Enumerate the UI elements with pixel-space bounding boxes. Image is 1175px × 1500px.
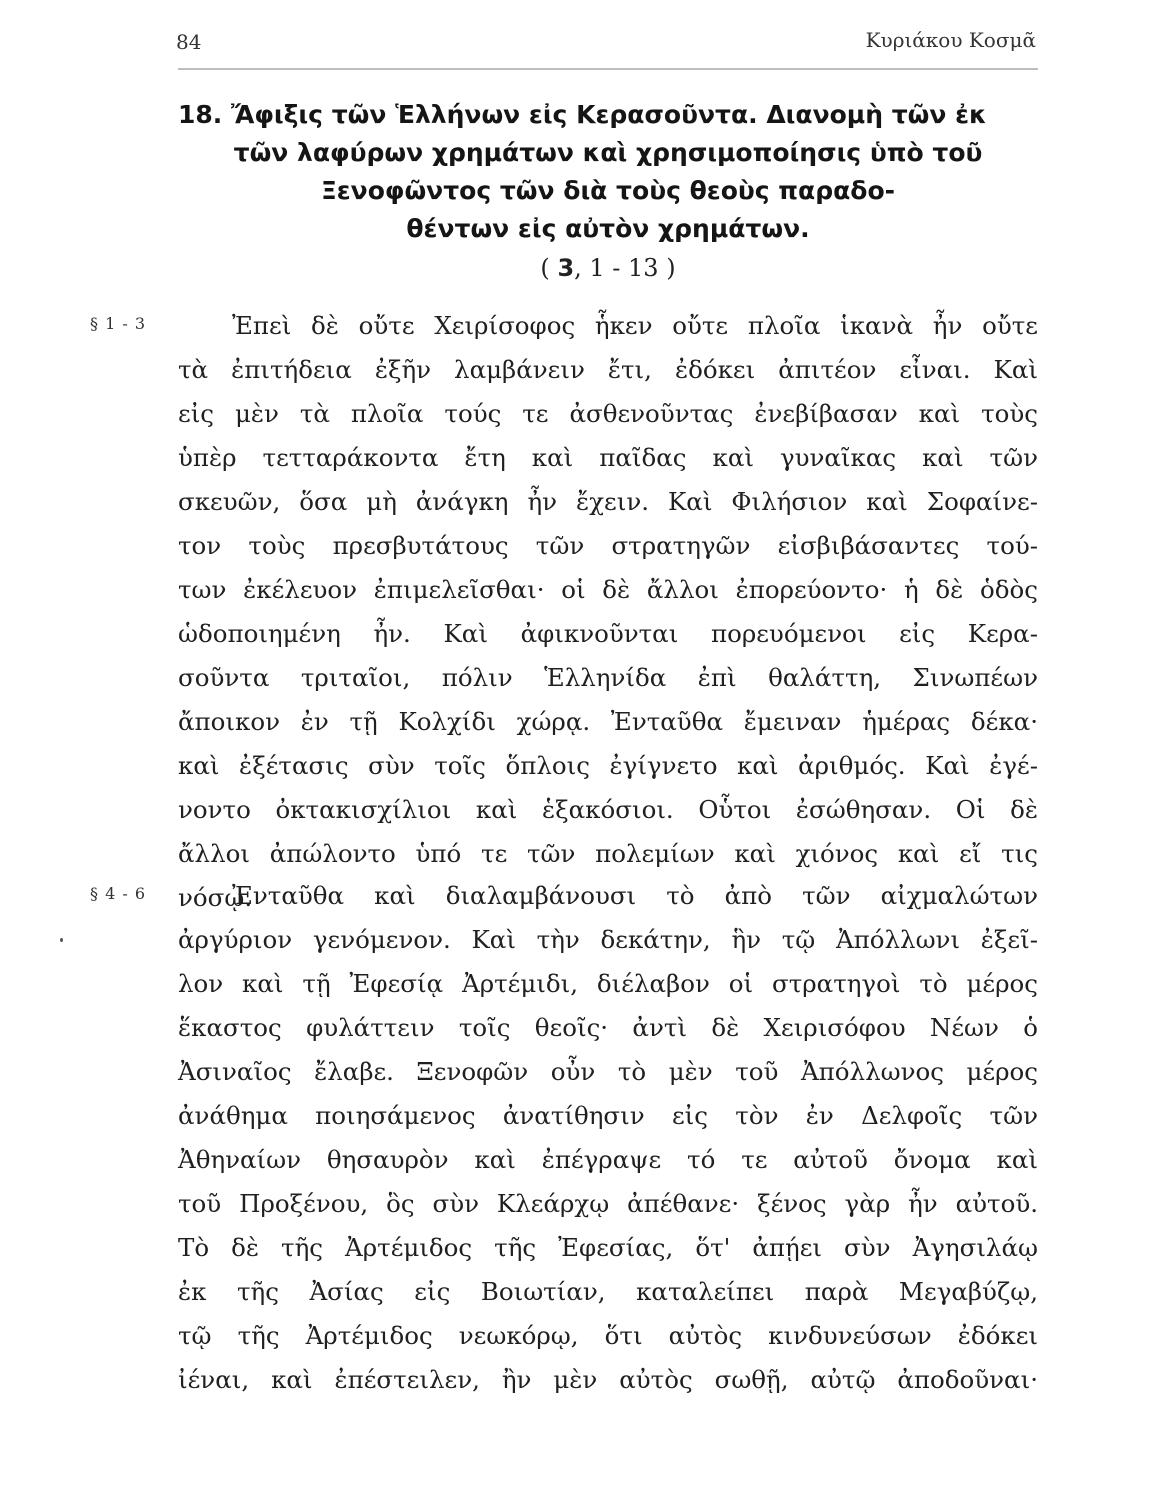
text-line: ὡδοποιημένη ἦν. Καὶ ἀφικνοῦνται πορευόμενοι εἰς Κερα-	[178, 619, 1038, 648]
chapter-heading-line: τῶν λαφύρων χρημάτων καὶ χρησιμοποίησις ὑπὸ τοῦ	[233, 138, 983, 167]
text-line: Ἀσιναῖος ἔλαβε. Ξενοφῶν οὖν τὸ μὲν τοῦ Ἀπόλλωνος μέρος	[178, 1057, 1038, 1086]
running-head	[176, 22, 1036, 62]
page-number: 84	[176, 30, 202, 54]
text-line: Ἐπεὶ δὲ οὔτε Χειρίσοφος ἧκεν οὔτε πλοῖα ἱκανὰ ἦν οὔτε	[232, 311, 1038, 340]
text-line: νοντο ὀκτακισχίλιοι καὶ ἑξακόσιοι. Οὗτοι ἐσώθησαν. Οἱ δὲ	[178, 795, 1038, 824]
text-line: τοῦ Προξένου, ὃς σὺν Κλεάρχῳ ἀπέθανε· ξένος γὰρ ἦν αὐτοῦ.	[178, 1189, 1038, 1218]
text-line: των ἐκέλευον ἐπιμελεῖσθαι· οἱ δὲ ἄλλοι ἐπορεύοντο· ἡ δὲ ὁδὸς	[178, 575, 1038, 604]
text-line: νόσῳ.	[178, 883, 253, 912]
citation-book: 3	[557, 254, 575, 282]
text-line: ἐκ τῆς Ἀσίας εἰς Βοιωτίαν, καταλείπει παρὰ Μεγαβύζῳ,	[178, 1277, 1038, 1306]
text-line: Ἀθηναίων θησαυρὸν καὶ ἐπέγραψε τό τε αὐτοῦ ὄνομα καὶ	[178, 1145, 1038, 1174]
text-line: ἄποικον ἐν τῇ Κολχίδι χώρᾳ. Ἐνταῦθα ἔμειναν ἡμέρας δέκα·	[178, 707, 1038, 736]
section-margin-label: § 1 - 3	[90, 314, 147, 333]
text-line: καὶ ἐξέτασις σὺν τοῖς ὅπλοις ἐγίγνετο καὶ ἀριθμός. Καὶ ἐγέ-	[178, 751, 1038, 780]
text-line: ἕκαστος φυλάττειν τοῖς θεοῖς· ἀντὶ δὲ Χειρισόφου Νέων ὁ	[178, 1013, 1038, 1042]
chapter-heading-line: Ξενοφῶντος τῶν διὰ τοὺς θεοὺς παραδο-	[320, 176, 896, 205]
text-line: ἰέναι, καὶ ἐπέστειλεν, ἢν μὲν αὐτὸς σωθῇ, αὐτῷ ἀποδοῦναι·	[178, 1365, 1038, 1394]
text-line: ὑπὲρ τετταράκοντα ἔτη καὶ παῖδας καὶ γυναῖκας καὶ τῶν	[178, 443, 1038, 472]
chapter-heading	[178, 96, 1038, 248]
text-line: σοῦντα τριταῖοι, πόλιν Ἑλληνίδα ἐπὶ θαλάττη, Σινωπέων	[178, 663, 1038, 692]
citation-open: (	[540, 254, 550, 282]
text-line: τῷ τῆς Ἀρτέμιδος νεωκόρῳ, ὅτι αὐτὸς κινδυνεύσων ἐδόκει	[178, 1321, 1038, 1350]
text-line: λον καὶ τῇ Ἐφεσίᾳ Ἀρτέμιδι, διέλαβον οἱ στρατηγοὶ τὸ μέρος	[178, 969, 1038, 998]
running-title: Κυριάκου Κοσμᾶ	[865, 28, 1036, 52]
section-margin-label: § 4 - 6	[90, 884, 147, 903]
chapter-heading-line: 18. Ἄφιξις τῶν Ἑλλήνων εἰς Κερασοῦντα. Διανομὴ τῶν ἐκ	[178, 100, 987, 129]
text-line: ἄλλοι ἀπώλοντο ὑπό τε τῶν πολεμίων καὶ χιόνος καὶ εἴ τις	[178, 839, 1038, 868]
header-rule	[178, 68, 1038, 70]
text-line: τον τοὺς πρεσβυτάτους τῶν στρατηγῶν εἰσβιβάσαντες τού-	[178, 531, 1038, 560]
text-line: Τὸ δὲ τῆς Ἀρτέμιδος τῆς Ἐφεσίας, ὅτ' ἀπῄει σὺν Ἀγησιλάῳ	[178, 1233, 1038, 1262]
text-line: τὰ ἐπιτήδεια ἐξῆν λαμβάνειν ἔτι, ἐδόκει ἀπιτέον εἶναι. Καὶ	[178, 355, 1038, 384]
text-line: σκευῶν, ὅσα μὴ ἀνάγκη ἦν ἔχειν. Καὶ Φιλήσιον καὶ Σοφαίνε-	[178, 487, 1038, 516]
text-line: εἰς μὲν τὰ πλοῖα τούς τε ἀσθενοῦντας ἐνεβίβασαν καὶ τοὺς	[178, 399, 1038, 428]
text-line: Ἐνταῦθα καὶ διαλαμβάνουσι τὸ ἀπὸ τῶν αἰχμαλώτων	[232, 881, 1038, 910]
citation-range: , 1 - 13 )	[574, 254, 676, 282]
chapter-heading-line: θέντων εἰς αὐτὸν χρημάτων.	[406, 214, 810, 243]
scan-speck	[60, 938, 63, 942]
text-line: ἀργύριον γενόμενον. Καὶ τὴν δεκάτην, ἣν τῷ Ἀπόλλωνι ἐξεῖ-	[178, 925, 1038, 954]
text-line: ἀνάθημα ποιησάμενος ἀνατίθησιν εἰς τὸν ἐν Δελφοῖς τῶν	[178, 1101, 1038, 1130]
chapter-citation	[178, 254, 1038, 282]
